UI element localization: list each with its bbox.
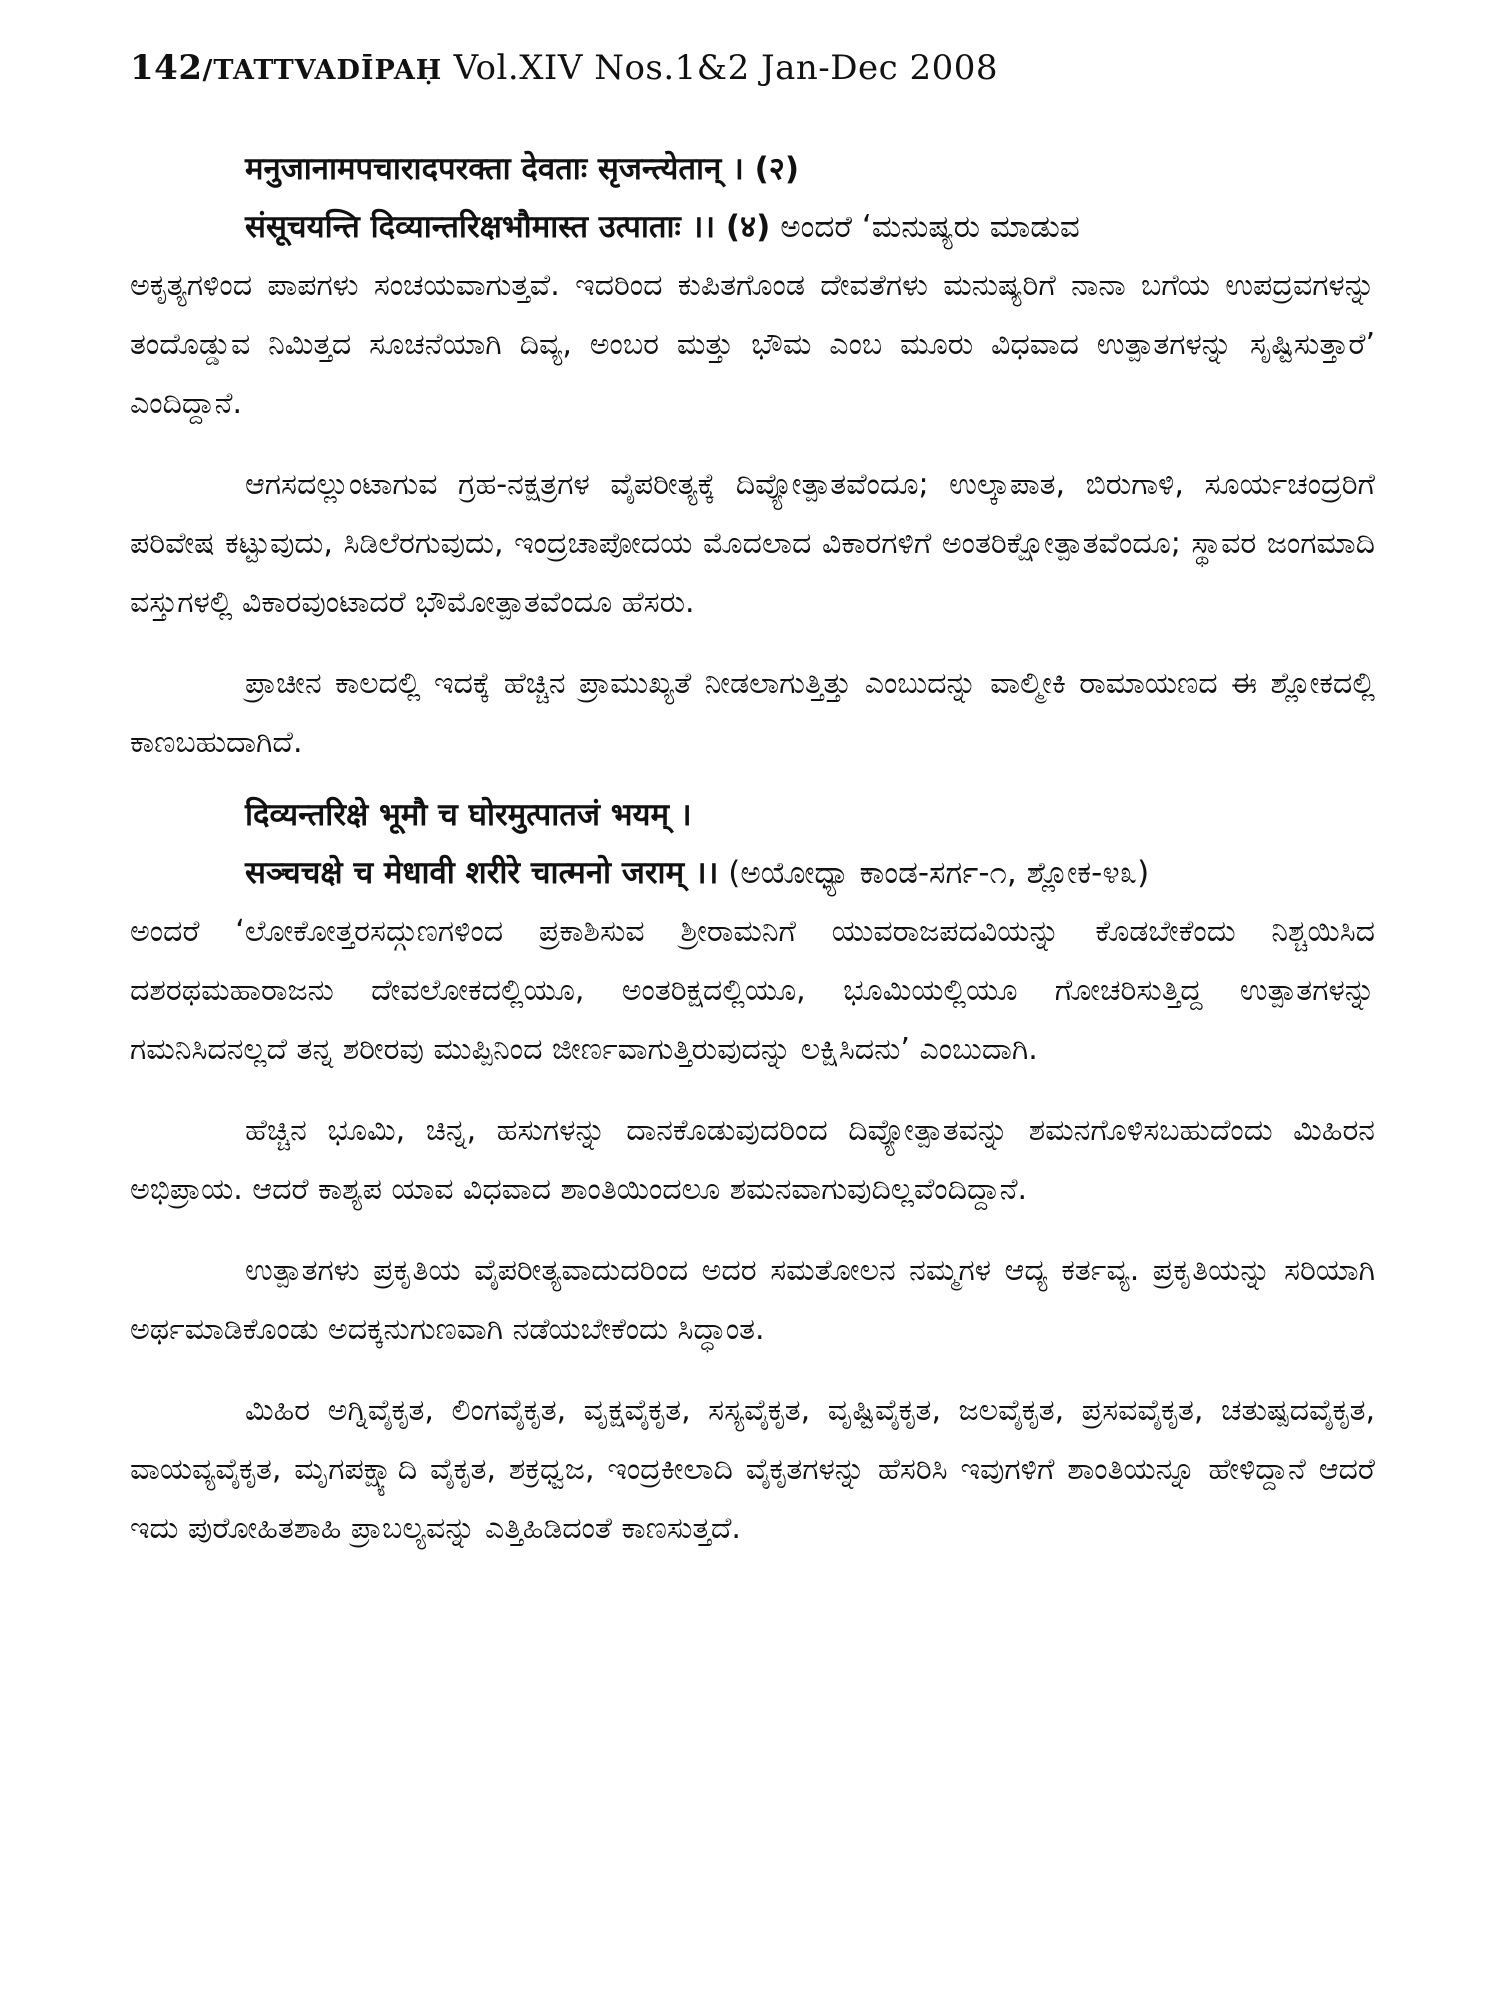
- verse-line: [130, 786, 1375, 844]
- page-body: [130, 140, 1375, 1558]
- paragraph: ಪ್ರಾಚೀನ ಕಾಲದಲ್ಲಿ ಇದಕ್ಕೆ ಹೆಚ್ಚಿನ ಪ್ರಾಮುಖ್ಯತೆ ನೀಡಲಾಗುತ್ತಿತ್ತು ಎಂಬುದನ್ನು ವಾಲ್ಮೀಕಿ ರಾಮಾಯಣದ ಈ ಶ್ಲೋಕದಲ್ಲಿ ಕಾಣಬಹುದಾಗಿದೆ.: [130, 666, 1375, 760]
- paragraph: ಉತ್ಪಾತಗಳು ಪ್ರಕೃತಿಯ ವೈಪರೀತ್ಯವಾದುದರಿಂದ ಅದರ ಸಮತೋಲನ ನಮ್ಮಗಳ ಆದ್ಯ ಕರ್ತವ್ಯ. ಪ್ರಕೃತಿಯನ್ನು ಸರಿಯಾಗಿ ಅರ್ಥಮಾಡಿಕೊಂಡು ಅದಕ್ಕನುಗುಣವಾಗಿ ನಡೆಯಬೇಕೆಂದು ಸಿದ್ಧಾಂತ.: [130, 1253, 1375, 1347]
- sanskrit-text: सञ्चचक्षे च मेधावी शरीरे चात्मनो जराम् ।।: [245, 855, 719, 891]
- paragraph: ಆಗಸದಲ್ಲುಂಟಾಗುವ ಗ್ರಹ-ನಕ್ಷತ್ರಗಳ ವೈಪರೀತ್ಯಕ್ಕೆ ದಿವ್ಯೋತ್ಪಾತವೆಂದೂ; ಉಲ್ಕಾಪಾತ, ಬಿರುಗಾಳಿ, ಸೂರ್ಯಚಂದ್ರರಿಗೆ ಪರಿವೇಷ ಕಟ್ಟುವುದು, ಸಿಡಿಲೆರಗುವುದು, ಇಂದ್ರಚಾಪೋದಯ ಮೊದಲಾದ ವಿಕಾರಗಳಿಗೆ ಅಂತರಿಕ್ಷೋತ್ಪಾತವೆಂದೂ; ಸ್ಥಾವರ ಜಂಗಮಾದಿ ವಸ್ತುಗಳಲ್ಲಿ ವಿಕಾರವುಂಟಾದರೆ ಭೌಮೋತ್ಪಾತವೆಂದೂ ಹೆಸರು.: [130, 467, 1375, 620]
- verse-line: [130, 140, 1375, 198]
- verse-citation: (ಅಯೋಧ್ಯಾ ಕಾಂಡ-ಸರ್ಗ-೧, ಶ್ಲೋಕ-೪೩): [718, 855, 1150, 891]
- paragraph: ಮಿಹಿರ ಅಗ್ನಿವೈಕೃತ, ಲಿಂಗವೈಕೃತ, ವೃಕ್ಷವೈಕೃತ, ಸಸ್ಯವೈಕೃತ, ವೃಷ್ಟಿವೈಕೃತ, ಜಲವೈಕೃತ, ಪ್ರಸವವೈಕೃತ, ಚತುಷ್ಪದವೈಕೃತ, ವಾಯವ್ಯವೈಕೃತ, ಮೃಗಪಕ್ಷ್ಯಾದಿ ವೈಕೃತ, ಶಕ್ರಧ್ವಜ, ಇಂದ್ರಕೀಲಾದಿ ವೈಕೃತಗಳನ್ನು ಹೆಸರಿಸಿ ಇವುಗಳಿಗೆ ಶಾಂತಿಯನ್ನೂ ಹೇಳಿದ್ದಾನೆ ಆದರೆ ಇದು ಪುರೋಹಿತಶಾಹಿ ಪ್ರಾಬಲ್ಯವನ್ನು ಎತ್ತಿಹಿಡಿದಂತೆ ಕಾಣಸುತ್ತದೆ.: [130, 1393, 1375, 1546]
- sanskrit-text: दिव्यन्तरिक्षे भूमौ च घोरमुत्पातजं भयम् ।: [245, 797, 692, 833]
- page-number: 142: [130, 48, 203, 88]
- verse-line: [130, 198, 1375, 256]
- running-header: [130, 48, 998, 88]
- journal-name: /TATTVADĪPAḤ: [202, 55, 443, 86]
- sanskrit-text: मनुजानामपचारादपरक्ता देवताः सृजन्त्येतान् । (२): [245, 151, 800, 187]
- paragraph: ಅಂದರೆ ‘ಲೋಕೋತ್ತರಸದ್ಗುಣಗಳಿಂದ ಪ್ರಕಾಶಿಸುವ ಶ್ರೀರಾಮನಿಗೆ ಯುವರಾಜಪದವಿಯನ್ನು ಕೊಡಬೇಕೆಂದು ನಿಶ್ಚಯಿಸಿದ ದಶರಥಮಹಾರಾಜನು ದೇವಲೋಕದಲ್ಲಿಯೂ, ಅಂತರಿಕ್ಷದಲ್ಲಿಯೂ, ಭೂಮಿಯಲ್ಲಿಯೂ ಗೋಚರಿಸುತ್ತಿದ್ದ ಉತ್ಪಾತಗಳನ್ನು ಗಮನಿಸಿದನಲ್ಲದೆ ತನ್ನ ಶರೀರವು ಮುಪ್ಪಿನಿಂದ ಜೀರ್ಣವಾಗುತ್ತಿರುವುದನ್ನು ಲಕ್ಷಿಸಿದನು’ ಎಂಬುದಾಗಿ.: [130, 914, 1376, 1067]
- paragraph: ಹೆಚ್ಚಿನ ಭೂಮಿ, ಚಿನ್ನ, ಹಸುಗಳನ್ನು ದಾನಕೊಡುವುದರಿಂದ ದಿವ್ಯೋತ್ಪಾತವನ್ನು ಶಮನಗೊಳಿಸಬಹುದೆಂದು ಮಿಹಿರನ ಅಭಿಪ್ರಾಯ. ಆದರೆ ಕಾಶ್ಯಪ ಯಾವ ವಿಧವಾದ ಶಾಂತಿಯಿಂದಲೂ ಶಮನವಾಗುವುದಿಲ್ಲವೆಂದಿದ್ದಾನೆ.: [130, 1113, 1375, 1207]
- paragraph: ಅಕೃತ್ಯಗಳಿಂದ ಪಾಪಗಳು ಸಂಚಯವಾಗುತ್ತವೆ. ಇದರಿಂದ ಕುಪಿತಗೊಂಡ ದೇವತೆಗಳು ಮನುಷ್ಯರಿಗೆ ನಾನಾ ಬಗೆಯ ಉಪದ್ರವಗಳನ್ನು ತಂದೊಡ್ಡುವ ನಿಮಿತ್ತದ ಸೂಚನೆಯಾಗಿ ದಿವ್ಯ, ಅಂಬರ ಮತ್ತು ಭೌಮ ಎಂಬ ಮೂರು ವಿಧವಾದ ಉತ್ಪಾತಗಳನ್ನು ಸೃಷ್ಟಿಸುತ್ತಾರೆ’ ಎಂದಿದ್ದಾನೆ.: [130, 268, 1375, 421]
- sanskrit-text: संसूचयन्ति दिव्यान्तरिक्षभौमास्त उत्पाताः ।। (४): [245, 209, 771, 245]
- kannada-text: ಅಂದರೆ ‘ಮನುಷ್ಯರು ಮಾಡುವ: [770, 209, 1080, 245]
- journal-issue: Vol.XIV Nos.1&2 Jan-Dec 2008: [453, 48, 999, 88]
- verse-line: [130, 844, 1375, 902]
